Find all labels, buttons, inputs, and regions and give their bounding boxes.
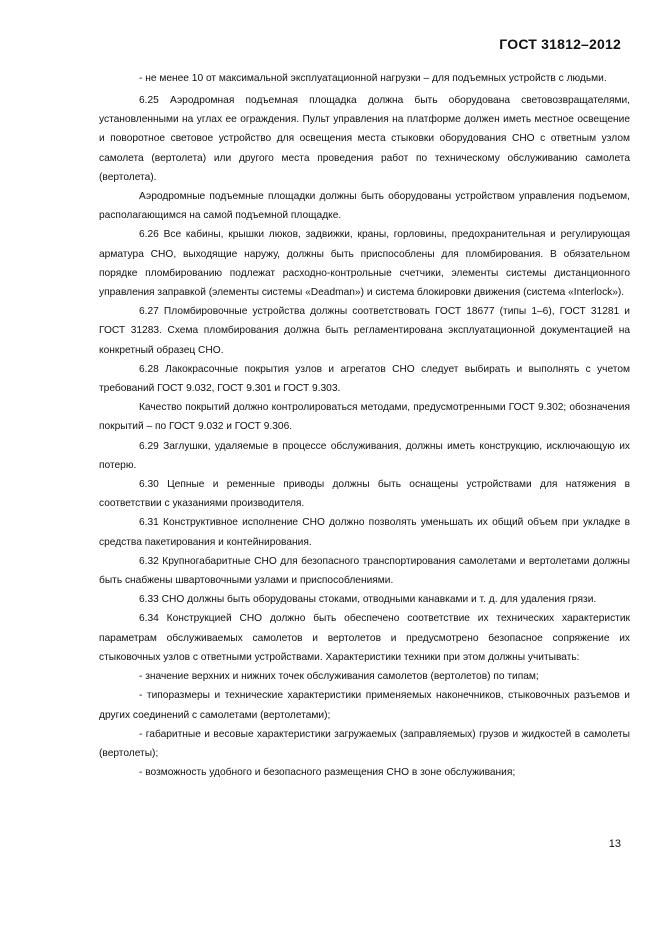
list-item-cargo-characteristics: - габаритные и весовые характеристики загружаемых (заправляемых) грузов и жидкостей в самолеты (вертолеты); [99,728,630,759]
paragraph-6-33: 6.33 СНО должны быть оборудованы стоками, отводными канавками и т. д. для удаления грязи. [139,594,597,606]
paragraph-load-limit: - не менее 10 от максимальной эксплуатационной нагрузки – для подъемных устройств с людьми. [139,73,607,84]
paragraph-6-28-quality: Качество покрытий должно контролироваться методами, предусмотренными ГОСТ 9.302; обозначения покрытий – по ГОСТ 9.032 и ГОСТ 9.306. [99,402,630,433]
paragraph-6-32: 6.32 Крупногабаритные СНО для безопасного транспортирования самолетами и вертолетами должны быть снабжены швартовочными узлами и приспособлениями. [99,555,630,587]
paragraph-6-25-control: Аэродромные подъемные площадки должны быть оборудованы устройством управления подъемом, располагающимся на самой подъемной площадке. [99,191,630,222]
paragraph-6-30: 6.30 Цепные и ременные приводы должны быть оснащены устройствами для натяжения в соответствии с указаниями производителя. [99,479,630,510]
list-item-service-points: - значение верхних и нижних точек обслуживания самолетов (вертолетов) по типам; [139,671,539,683]
document-body [99,72,630,782]
paragraph-6-34: 6.34 Конструкцией СНО должно быть обеспечено соответствие их технических характеристик параметрам обслуживаемых самолетов и вертолетов и предусмотрено безопасное сопряжение их стыковочных узлов с ответными устройствами. Характеристики техники при этом должны учитывать: [99,613,630,663]
list-item-connectors: - типоразмеры и технические характеристики применяемых наконечников, стыковочных разъемов и других соединений с самолетами (вертолетами); [99,690,630,721]
page-number: 13 [608,838,621,850]
paragraph-6-28: 6.28 Лакокрасочные покрытия узлов и агрегатов СНО следует выбирать и выполнять с учетом требований ГОСТ 9.032, ГОСТ 9.301 и ГОСТ 9.303. [99,363,630,395]
paragraph-6-25: 6.25 Аэродромная подъемная площадка должна быть оборудована световозвращателями, установленными на углах ее ограждения. Пульт управления на платформе должен иметь местное освещение и поворотное световое устройство для освещения места стыковки оборудования СНО с ответным узлом самолета (вертолета) или другого места проведения работ по техническому обслуживанию самолета (вертолета). [99,95,630,183]
paragraph-6-27: 6.27 Пломбировочные устройства должны соответствовать ГОСТ 18677 (типы 1–6), ГОСТ 31281 и ГОСТ 31283. Схема пломбирования должна быть регламентирована эксплуатационной документацией на конкретный образец СНО. [99,306,630,356]
paragraph-6-29: 6.29 Заглушки, удаляемые в процессе обслуживания, должны иметь конструкцию, исключающую их потерю. [99,440,630,471]
list-item-placement: - возможность удобного и безопасного размещения СНО в зоне обслуживания; [139,767,516,779]
paragraph-6-26: 6.26 Все кабины, крышки люков, задвижки, краны, горловины, предохранительная и регулирующая арматура СНО, выходящие наружу, должны быть приспособлены для пломбирования. В обязательном порядке пломбированию подлежат расходно-контрольные счетчики, элементы системы дистанционного управления заправкой (элементы системы «Deadman») и система блокировки движения (система «Interlock»). [99,229,630,299]
document-header: ГОСТ 31812–2012 [499,36,621,52]
paragraph-6-31: 6.31 Конструктивное исполнение СНО должно позволять уменьшать их общий объем при укладке в средства пакетирования и контейнирования. [99,517,630,548]
